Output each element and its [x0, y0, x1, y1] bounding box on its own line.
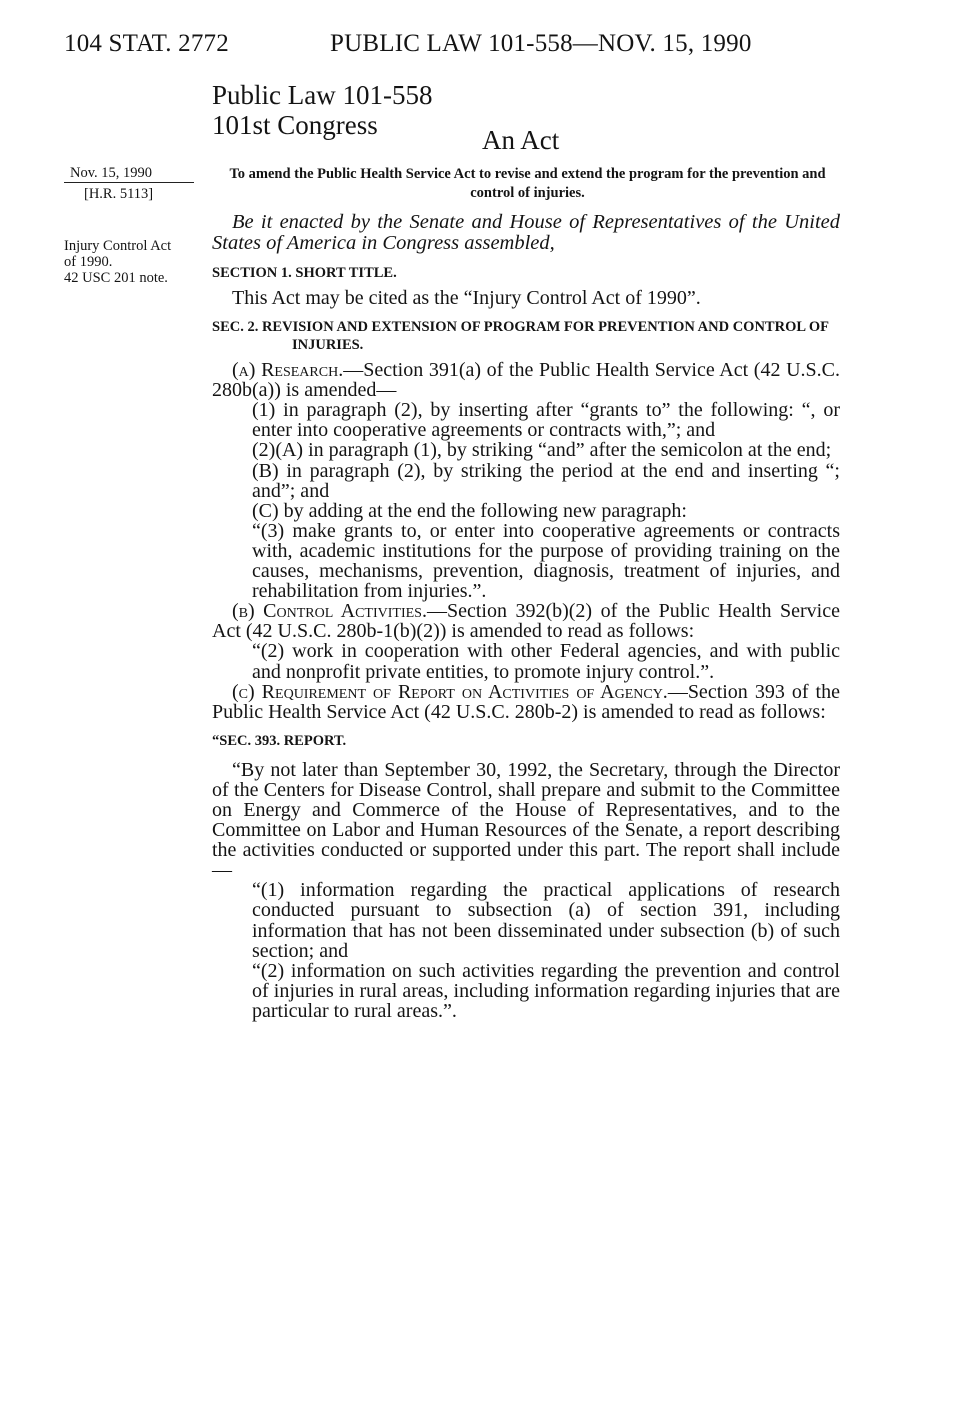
margin-note-divider: [64, 182, 194, 183]
act-title: To amend the Public Health Service Act to revise and extend the program for the prevention and control of injuries.: [229, 166, 826, 201]
subsection-b-quoted-paragraph: “(2) work in cooperation with other Federal agencies, and with public and nonprofit private entities, to promote injury control.”.: [252, 640, 840, 683]
report-item-2: “(2) information on such activities regarding the prevention and control of injuries in rural areas, including information regarding injuries that are particular to rural areas.”.: [252, 959, 840, 1022]
subsection-a-item-1: (1) in paragraph (2), by inserting after “grants to” the following: “, or enter into cooperative agreements or contracts with,”; and: [252, 399, 840, 442]
report-paragraph: “By not later than September 30, 1992, the Secretary, through the Director of the Centers for Disease Control, shall prepare and submit to the Committee on Energy and Commerce of the House of Representatives, and to the Committee on Labor and Human Resources of the Senate, a report describing the activities conducted or supported under this part. The report shall include—: [212, 758, 840, 882]
subsection-a: [212, 360, 840, 400]
stat-page-reference: 104 STAT. 2772: [64, 30, 229, 57]
section-2-heading: SEC. 2. REVISION AND EXTENSION OF PROGRAM FOR PREVENTION AND CONTROL OF INJURIES.: [212, 319, 829, 354]
section-1-text: This Act may be cited as the “Injury Control Act of 1990”.: [232, 287, 701, 309]
margin-note-date: Nov. 15, 1990: [70, 165, 153, 181]
subsection-c: [212, 682, 840, 722]
section-1-heading: SECTION 1. SHORT TITLE.: [212, 265, 397, 281]
law-citation-block: [212, 80, 432, 140]
subsection-b-text: —Section 392(b)(2) of the Public Health Service Act (42 U.S.C. 280b-1(b)(2)) is amended to read as follows:: [212, 600, 840, 643]
subsection-a-quoted-paragraph: “(3) make grants to, or enter into cooperative agreements or contracts with, academic institutions for the purpose of providing training on the causes, mechanisms, prevention, diagnosis, treatment of injuries, and rehabilitation from injuries.”.: [252, 519, 840, 603]
an-act-label: An Act: [482, 125, 560, 155]
subsection-c-label: (c) Requirement of Report on Activities of Agency.: [232, 680, 668, 703]
subsection-b: [212, 601, 840, 641]
running-head: PUBLIC LAW 101-558—NOV. 15, 1990: [330, 30, 752, 57]
subsection-a-item-2a: (2)(A) in paragraph (1), by striking “and” after the semicolon at the end;: [252, 439, 832, 462]
subsection-b-label: (b) Control Activities.: [232, 600, 427, 623]
margin-note-bill: [H.R. 5113]: [84, 186, 154, 202]
subsection-c-text: —Section 393 of the Public Health Service Act (42 U.S.C. 280b-2) is amended to read as follows:: [212, 680, 840, 723]
subsection-a-item-2c: (C) by adding at the end the following new paragraph:: [252, 499, 687, 522]
subsection-a-text: —Section 391(a) of the Public Health Service Act (42 U.S.C. 280b(a)) is amended—: [212, 359, 840, 402]
subsection-a-item-2b: (B) in paragraph (2), by striking the period at the end and inserting “; and”; and: [252, 459, 840, 502]
margin-note-short-title: Injury Control Act of 1990.: [64, 238, 172, 270]
act-body: [212, 212, 840, 1021]
report-item-1: “(1) information regarding the practical applications of research conducted pursuant to subsection (a) of section 391, including information that has not been disseminated under subsection (b) of such section; and: [252, 879, 840, 962]
public-law-number: Public Law 101-558: [212, 80, 433, 110]
congress-number: 101st Congress: [212, 110, 378, 140]
section-393-heading: “SEC. 393. REPORT.: [212, 732, 347, 749]
enacting-clause: Be it enacted by the Senate and House of Representatives of the United States of America in Congress assembled,: [212, 211, 840, 254]
margin-note-usc: 42 USC 201 note.: [64, 270, 168, 286]
subsection-a-label: (a) Research.: [232, 359, 344, 382]
